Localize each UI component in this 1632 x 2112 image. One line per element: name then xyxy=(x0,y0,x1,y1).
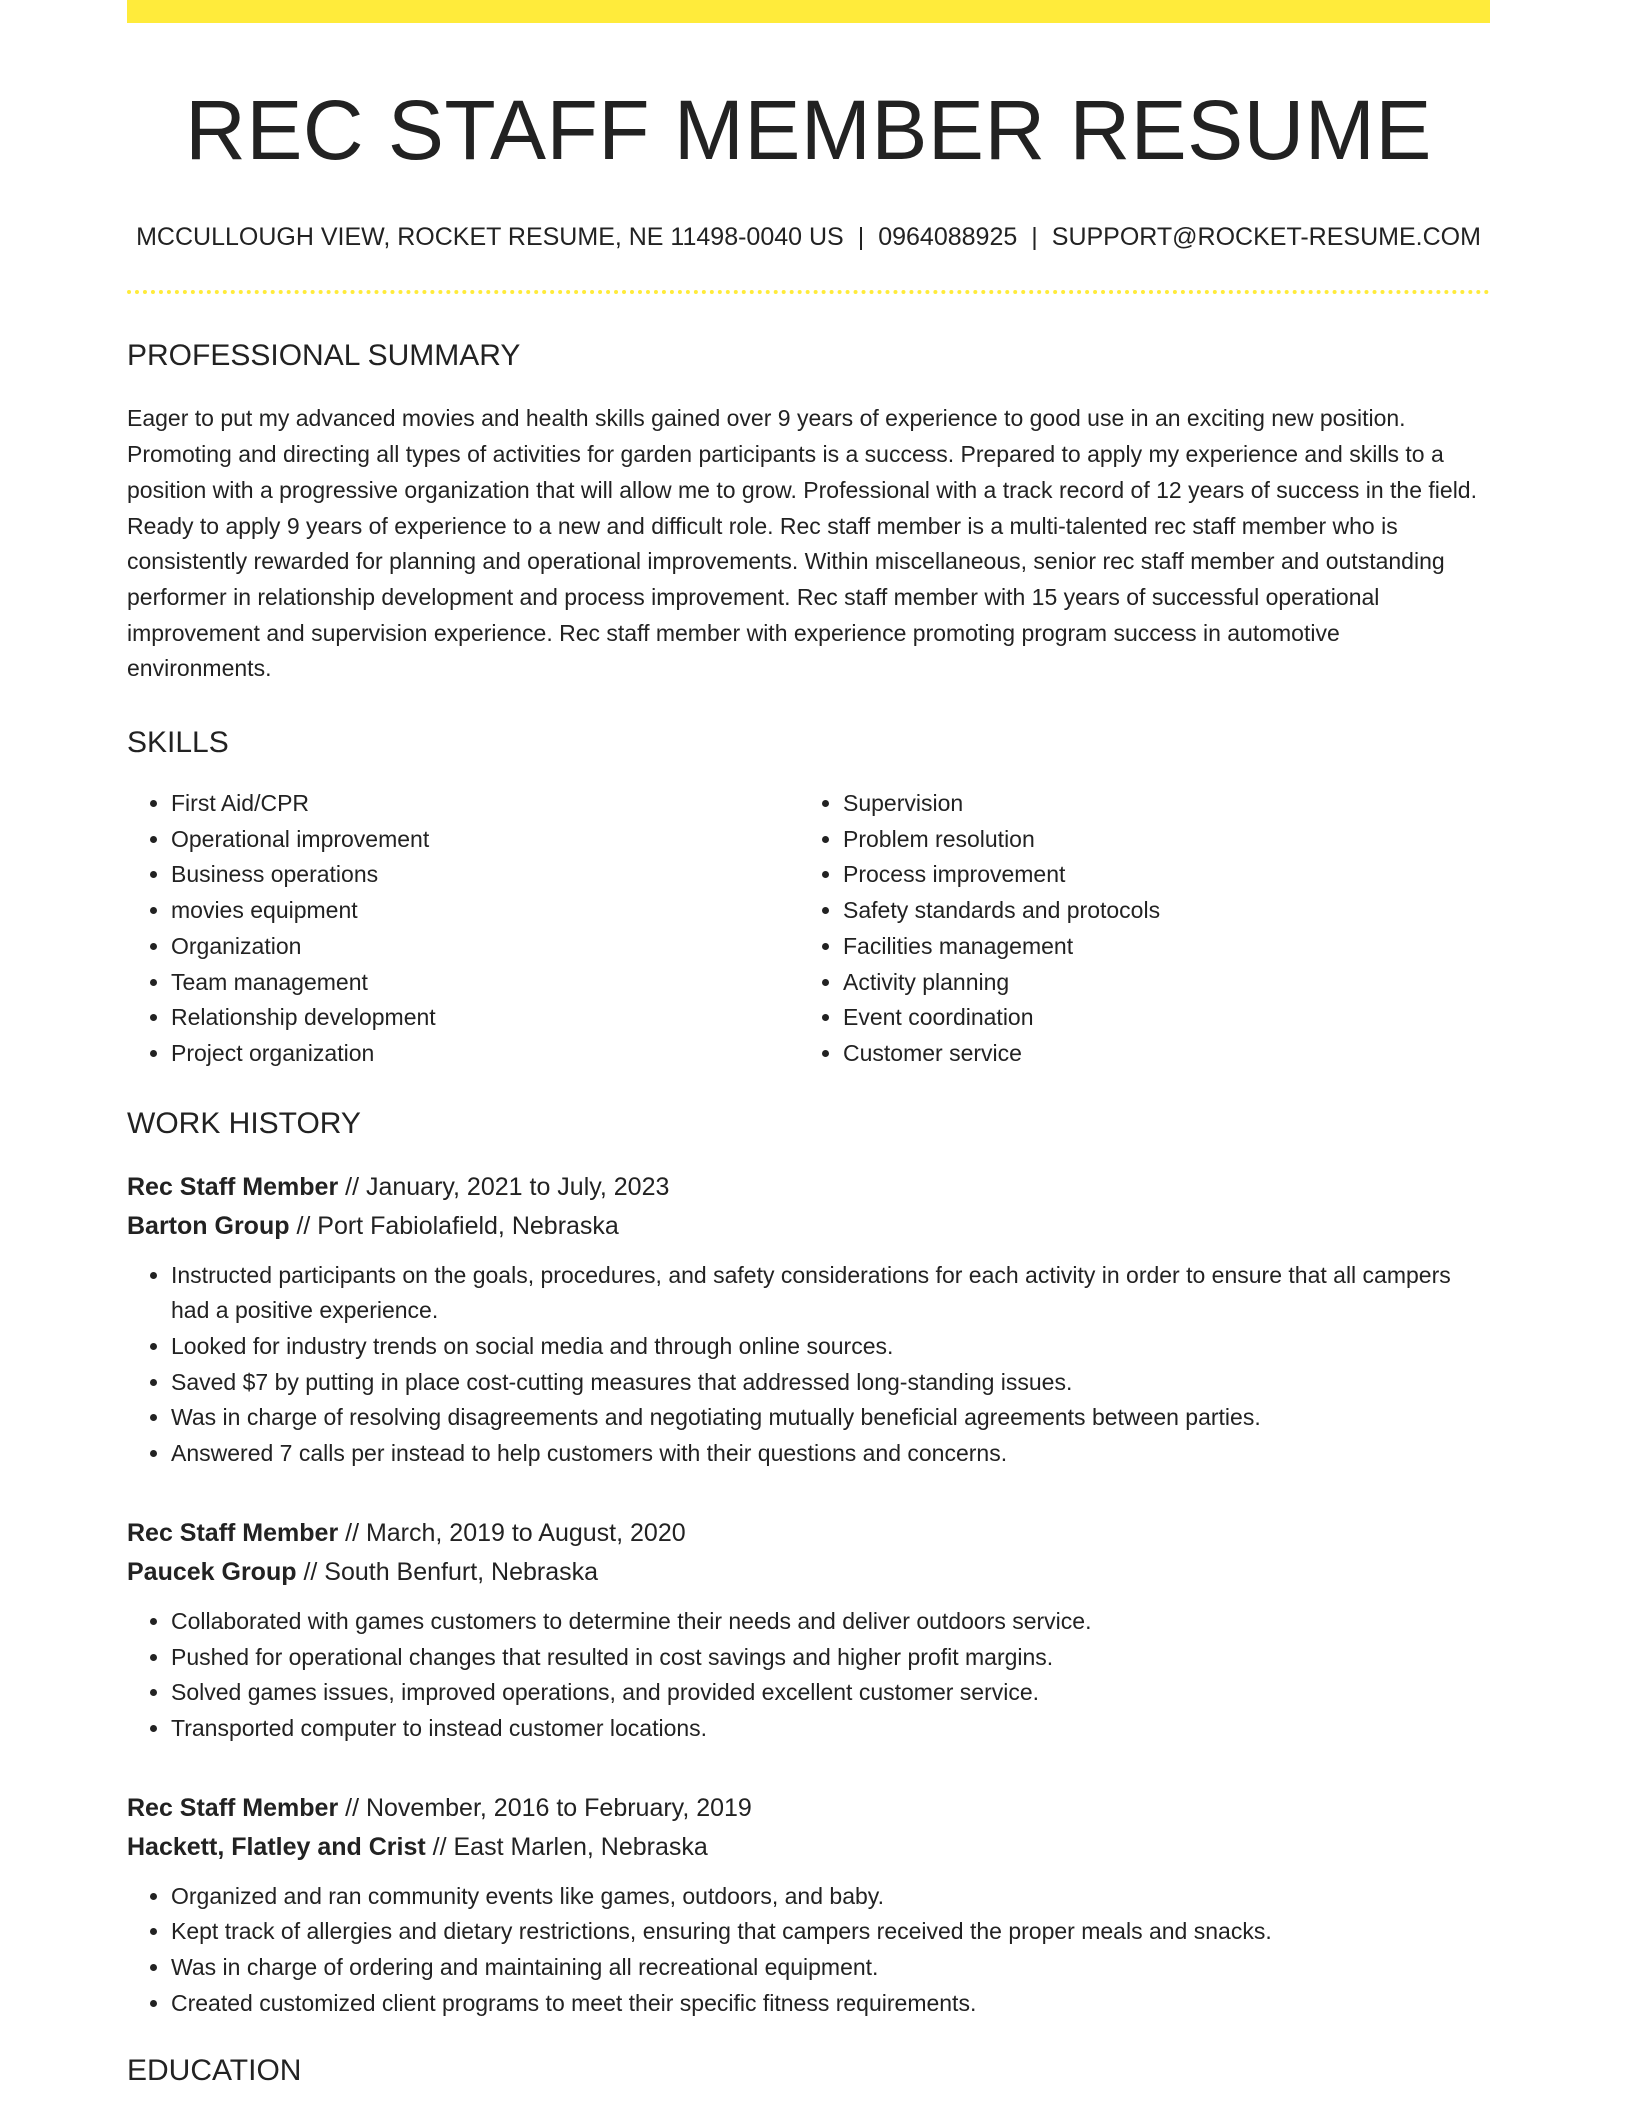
skill-item: • Problem resolution xyxy=(843,822,1471,858)
contact-line xyxy=(127,222,1490,252)
skill-item: • Event coordination xyxy=(843,1000,1471,1036)
contact-phone: 0964088925 xyxy=(878,223,1018,252)
education-heading: EDUCATION xyxy=(127,2054,302,2088)
job-title-line xyxy=(127,1789,1490,1828)
job-company-line xyxy=(127,1553,1490,1592)
skill-item: • Relationship development xyxy=(171,1000,799,1036)
job-duties xyxy=(127,1258,1490,1472)
skill-item: • Safety standards and protocols xyxy=(843,893,1471,929)
duty-item: • Pushed for operational changes that resulted in cost savings and higher profit margins. xyxy=(171,1640,1490,1676)
job-company: Barton Group xyxy=(127,1211,290,1240)
contact-address: MCCULLOUGH VIEW, ROCKET RESUME, NE 11498-0040 US xyxy=(136,223,844,252)
skills-heading: SKILLS xyxy=(127,726,229,760)
duty-item: • Answered 7 calls per instead to help customers with their questions and concerns. xyxy=(171,1436,1490,1472)
job-dates: // January, 2021 to July, 2023 xyxy=(338,1172,670,1201)
job-company-line xyxy=(127,1828,1490,1867)
work-history-heading: WORK HISTORY xyxy=(127,1106,361,1140)
job-title-line xyxy=(127,1514,1490,1553)
job-entry xyxy=(127,1514,1490,1747)
accent-bar xyxy=(127,0,1490,23)
job-title: Rec Staff Member xyxy=(127,1793,339,1822)
job-dates: // November, 2016 to February, 2019 xyxy=(338,1793,752,1822)
skill-item: • Facilities management xyxy=(843,929,1471,965)
job-dates: // March, 2019 to August, 2020 xyxy=(338,1518,686,1547)
job-title: Rec Staff Member xyxy=(127,1172,339,1201)
duty-item: • Created customized client programs to meet their specific fitness requirements. xyxy=(171,1986,1490,2022)
duty-item: • Collaborated with games customers to determine their needs and deliver outdoors service. xyxy=(171,1604,1490,1640)
skill-item: • Customer service xyxy=(843,1036,1471,1072)
job-duties xyxy=(127,1879,1490,2022)
skills-columns xyxy=(127,786,1490,1072)
skills-list-left xyxy=(127,786,799,1072)
duty-item: • Instructed participants on the goals, procedures, and safety considerations for each activity in order to ensure that all campers had a positive experience. xyxy=(171,1258,1490,1329)
summary-text: Eager to put my advanced movies and health skills gained over 9 years of experience to good use in an exciting new position. Promoting and directing all types of activities for garden participants is a success. Prepared to apply my experience and skills to a position with a progressive organization that will allow me to grow. Professional with a track record of 12 years of success in the field. Ready to apply 9 years of experience to a new and difficult role. Rec staff member is a multi-talented rec staff member who is consistently rewarded for planning and operational improvements. Within miscellaneous, senior rec staff member and outstanding performer in relationship development and process improvement. Rec staff member with 15 years of successful operational improvement and supervision experience. Rec staff member with experience promoting program success in automotive environments. xyxy=(127,405,1477,682)
skills-list-right xyxy=(799,786,1471,1072)
skill-item: • Process improvement xyxy=(843,857,1471,893)
job-title: Rec Staff Member xyxy=(127,1518,339,1547)
duty-item: • Was in charge of resolving disagreements and negotiating mutually beneficial agreements between parties. xyxy=(171,1400,1490,1436)
skill-item: • Project organization xyxy=(171,1036,799,1072)
job-location: // East Marlen, Nebraska xyxy=(425,1832,708,1861)
contact-separator: | xyxy=(857,223,865,252)
job-company: Hackett, Flatley and Crist xyxy=(127,1832,426,1861)
skill-item: • First Aid/CPR xyxy=(171,786,799,822)
skill-item: • movies equipment xyxy=(171,893,799,929)
duty-item: • Solved games issues, improved operations, and provided excellent customer service. xyxy=(171,1675,1490,1711)
resume-page xyxy=(127,0,1490,2089)
job-entry xyxy=(127,1168,1490,1472)
resume-title: REC STAFF MEMBER RESUME xyxy=(185,83,1432,177)
skill-item: • Activity planning xyxy=(843,965,1471,1001)
skill-item: • Team management xyxy=(171,965,799,1001)
duty-item: • Organized and ran community events like games, outdoors, and baby. xyxy=(171,1879,1490,1915)
job-duties xyxy=(127,1604,1490,1747)
skill-item: • Organization xyxy=(171,929,799,965)
skill-item: • Business operations xyxy=(171,857,799,893)
job-location: // South Benfurt, Nebraska xyxy=(296,1557,599,1586)
summary-heading: PROFESSIONAL SUMMARY xyxy=(127,339,521,373)
duty-item: • Saved $7 by putting in place cost-cutting measures that addressed long-standing issues. xyxy=(171,1365,1490,1401)
job-entry xyxy=(127,1789,1490,2022)
contact-email: SUPPORT@ROCKET-RESUME.COM xyxy=(1051,223,1481,252)
duty-item: • Was in charge of ordering and maintaining all recreational equipment. xyxy=(171,1950,1490,1986)
duty-item: • Kept track of allergies and dietary restrictions, ensuring that campers received the proper meals and snacks. xyxy=(171,1914,1490,1950)
job-location: // Port Fabiolafield, Nebraska xyxy=(289,1211,619,1240)
duty-item: • Transported computer to instead customer locations. xyxy=(171,1711,1490,1747)
skill-item: • Supervision xyxy=(843,786,1471,822)
dotted-divider xyxy=(127,290,1490,294)
job-company: Paucek Group xyxy=(127,1557,297,1586)
duty-item: • Looked for industry trends on social media and through online sources. xyxy=(171,1329,1490,1365)
job-company-line xyxy=(127,1207,1490,1246)
job-title-line xyxy=(127,1168,1490,1207)
skill-item: • Operational improvement xyxy=(171,822,799,858)
contact-separator: | xyxy=(1031,223,1038,252)
